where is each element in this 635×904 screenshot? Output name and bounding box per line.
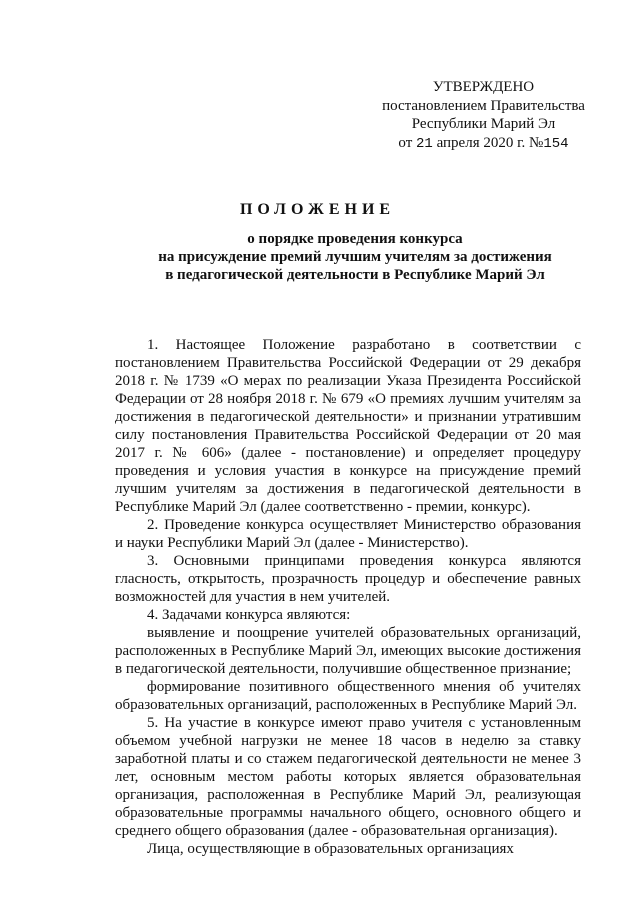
subtitle-line: о порядке проведения конкурса <box>247 231 463 247</box>
paragraph-4-item-1: выявление и поощрение учителей образовательных организаций, расположенных в Республике Марий Эл, имеющих высокие достижения в педагогической деятельности, получившие общественное признание; <box>115 625 581 677</box>
approval-region: Республики Марий Эл <box>411 116 556 132</box>
paragraph-4-item-2: формирование позитивного общественного мнения об учителях образовательных организаций, расположенных в Республике Марий Эл. <box>115 679 581 713</box>
subtitle-line: в педагогической деятельности в Республике Марий Эл <box>165 267 545 283</box>
paragraph-5: 5. На участие в конкурсе имеют право учителя с установленным объемом учебной нагрузки не менее 18 часов в неделю за ставку заработной платы и со стажем педагогической деятельности не менее 3 лет, основным местом работы которых является образовательная организация, расположенная в Республике Марий Эл, реализующая образовательные программы начального общего, основного общего и среднего общего образования (далее - образовательная организация). <box>115 715 581 839</box>
approval-date-prefix: от <box>398 134 413 151</box>
approval-date-middle: апреля 2020 г. № <box>436 134 544 151</box>
approval-number: 154 <box>543 135 569 152</box>
paragraph-4: 4. Задачами конкурса являются: <box>147 607 351 623</box>
subtitle-line: на присуждение премий лучшим учителям за достижения <box>158 249 552 265</box>
paragraph-5-continuation: Лица, осуществляющие в образовательных организациях <box>147 841 514 857</box>
approval-authority: постановлением Правительства <box>382 97 585 114</box>
document-subtitle <box>90 230 620 284</box>
approval-heading: УТВЕРЖДЕНО <box>432 79 535 95</box>
approval-date-line <box>376 134 591 154</box>
paragraph-2: 2. Проведение конкурса осуществляет Министерство образования и науки Республики Марий Эл (далее - Министерство). <box>115 517 581 551</box>
approval-day: 21 <box>416 135 433 152</box>
paragraph-1: 1. Настоящее Положение разработано в соответствии с постановлением Правительства Российской Федерации от 29 декабря 2018 г. № 1739 «О мерах по реализации Указа Президента Российской Федерации от 28 ноября 2018 г. № 679 «О премиях лучшим учителям за достижения в педагогической деятельности» и признании утратившим силу постановления Правительства Российской Федерации от 20 мая 2017 г. № 606» (далее - постановление) и определяет процедуру проведения и условия участия в конкурсе на присуждение премий лучшим учителям за достижения в педагогической деятельности в Республике Марий Эл (далее соответственно - премии, конкурс). <box>115 337 581 515</box>
approval-stamp <box>376 78 591 153</box>
document-title: ПОЛОЖЕНИЕ <box>239 201 396 218</box>
document-body <box>115 336 581 858</box>
paragraph-3: 3. Основными принципами проведения конкурса являются гласность, открытость, прозрачность процедур и обеспечение равных возможностей для участия в нем учителей. <box>115 553 581 605</box>
